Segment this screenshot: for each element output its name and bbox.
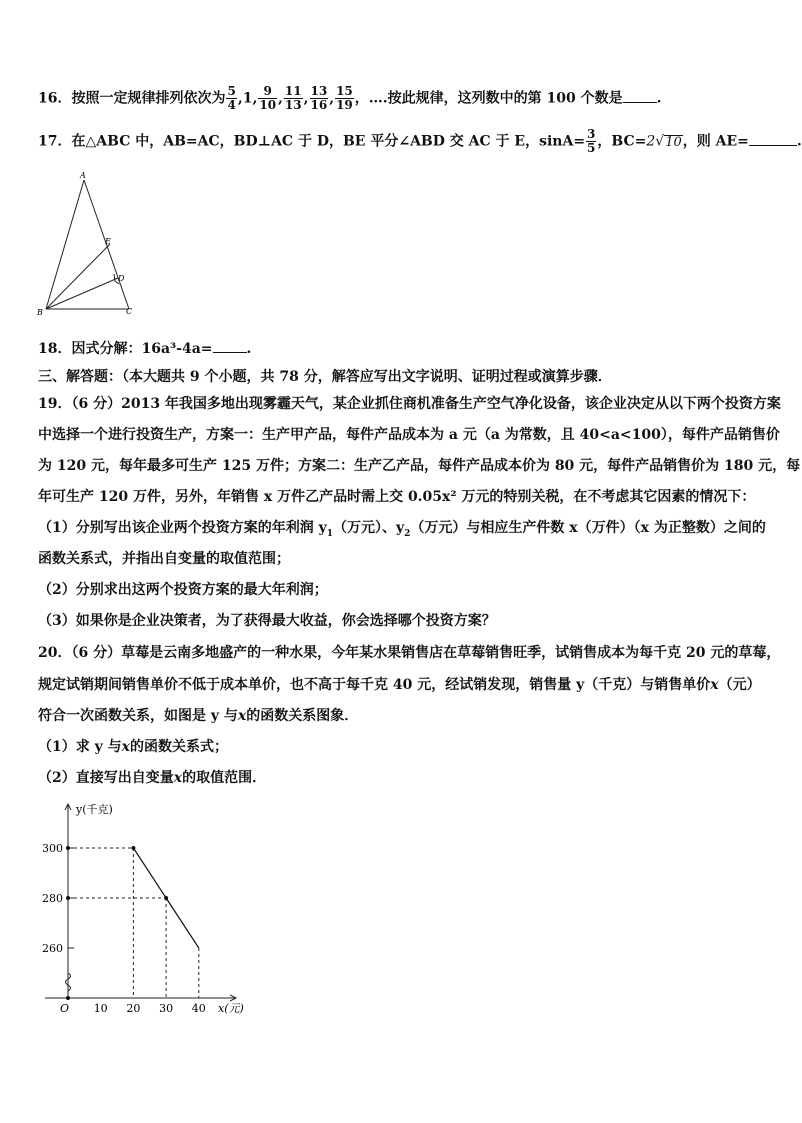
q19-line-2: 中选择一个进行投资生产，方案一：生产甲产品，每件产品成本为 a 元（a 为常数，且 40<a<100），每件产品销售价 <box>38 427 780 443</box>
question-16: 16．按照一定规律排列依次为 $\frac{5}{4}$ ,1, $\frac{9}{10}$ , $\frac{11}{13}$ , $\frac{13}{16}$ , $\frac{15}{19}$ ，….按此规律，这列数中的第 100 个数是 . <box>38 84 662 112</box>
q19-line-1: 19．（6 分）2013 年我国多地出现雾霾天气，某企业抓住商机准备生产空气净化设备，该企业决定从以下两个投资方案 <box>38 396 781 412</box>
q16-answer-blank[interactable] <box>623 88 657 103</box>
q16-fraction-4: $\frac{13}{16}$ <box>310 84 328 112</box>
q16-fraction-3: $\frac{11}{13}$ <box>284 84 302 112</box>
origin-label: O <box>60 1002 70 1015</box>
x-axis-label: x(元) <box>218 1002 244 1015</box>
q20-line-3: 符合一次函数关系，如图是 y 与x的函数关系图象． <box>38 708 359 724</box>
x-tick-label-40: 40 <box>191 1002 206 1015</box>
q18-answer-blank[interactable] <box>213 338 247 353</box>
x-tick-label-20: 20 <box>126 1002 141 1015</box>
y-tick-label-260: 260 <box>42 942 63 955</box>
q17-answer-blank[interactable] <box>749 131 797 146</box>
sales-chart <box>30 798 260 1023</box>
axis-point-300 <box>66 846 70 850</box>
question-17: 17．在△ABC 中，AB=AC，BD⊥AC 于 D，BE 平分∠ABD 交 AC 于 E，sinA= $\frac{3}{5}$ ，BC=2√10，则 AE= . <box>38 127 802 155</box>
x-tick-label-10: 10 <box>93 1002 108 1015</box>
q16-fraction-5: $\frac{15}{19}$ <box>336 84 353 112</box>
q19-part-2: （2）分别求出这两个投资方案的最大年利润； <box>38 582 328 598</box>
label-c: C <box>126 307 133 316</box>
q17-sin-fraction: $\frac{3}{5}$ <box>587 127 596 155</box>
q20-part-2: （2）直接写出自变量x的取值范围． <box>38 770 267 786</box>
q16-fraction-2: $\frac{9}{10}$ <box>259 84 277 112</box>
label-a: A <box>80 171 86 180</box>
x-tick-label-30: 30 <box>159 1002 174 1015</box>
q16-fraction-1: $\frac{5}{4}$ <box>227 84 236 112</box>
q19-part-1-cont: 函数关系式，并指出自变量的取值范围； <box>38 551 290 567</box>
q20-line-1: 20．（6 分）草莓是云南多地盛产的一种水果，今年某水果销售店在草莓销售旺季，试销售成本为每千克 20 元的草莓， <box>38 645 781 661</box>
y-axis-label: y(千克) <box>76 803 113 816</box>
label-e: E <box>105 237 111 246</box>
q19-line-4: 年可生产 120 万件，另外，年销售 x 万件乙产品时需上交 0.05x² 万元的特别关税，在不考虑其它因素的情况下： <box>38 489 756 505</box>
q16-suffix: ，….按此规律，这列数中的第 100 个数是 <box>354 90 623 107</box>
y-tick-label-300: 300 <box>42 842 63 855</box>
axis-point-280 <box>66 896 70 900</box>
q17-sqrt: 10 <box>665 134 682 150</box>
y-tick-label-280: 280 <box>42 892 63 905</box>
q17-tail: ，则 AE= <box>682 133 749 150</box>
q19-line-3: 为 120 元，每年最多可生产 125 万件；方案二：生产乙产品，每件产品成本价为 80 元，每件产品销售价为 180 元，每 <box>38 458 801 474</box>
question-18: 18．因式分解：16a³-4a= . <box>38 338 760 359</box>
section-3-heading: 三、解答题：（本大题共 9 个小题，共 78 分，解答应写出文字说明、证明过程或演算步骤． <box>38 369 612 385</box>
label-d: D <box>118 274 125 283</box>
q20-line-2: 规定试销期间销售单价不低于成本单价，也不高于每千克 40 元，经试销发现，销售量 y（千克）与销售单价x（元） <box>38 677 761 693</box>
triangle-figure <box>34 168 144 318</box>
q16-one: 1 <box>242 90 253 107</box>
q17-text: 17．在△ABC 中，AB=AC，BD⊥AC 于 D，BE 平分∠ABD 交 AC 于 E，sinA= <box>38 133 586 150</box>
q19-part-3: （3）如果你是企业决策者，为了获得最大收益，你会选择哪个投资方案？ <box>38 613 496 629</box>
label-b: B <box>37 308 43 317</box>
data-point-20 <box>131 846 135 850</box>
q16-prefix: 16．按照一定规律排列依次为 <box>38 90 226 107</box>
q18-prefix: 18．因式分解：16a³-4a= <box>38 341 213 357</box>
origin-point <box>66 996 70 1000</box>
q20-part-1: （1）求 y 与x的函数关系式； <box>38 739 228 755</box>
data-point-30 <box>164 896 168 900</box>
q19-part-1: （1）分别写出该企业两个投资方案的年利润 $y_1$（万元）、$y_2$（万元）与相应生产件数 x（万件）（x 为正整数）之间的 <box>38 520 766 539</box>
